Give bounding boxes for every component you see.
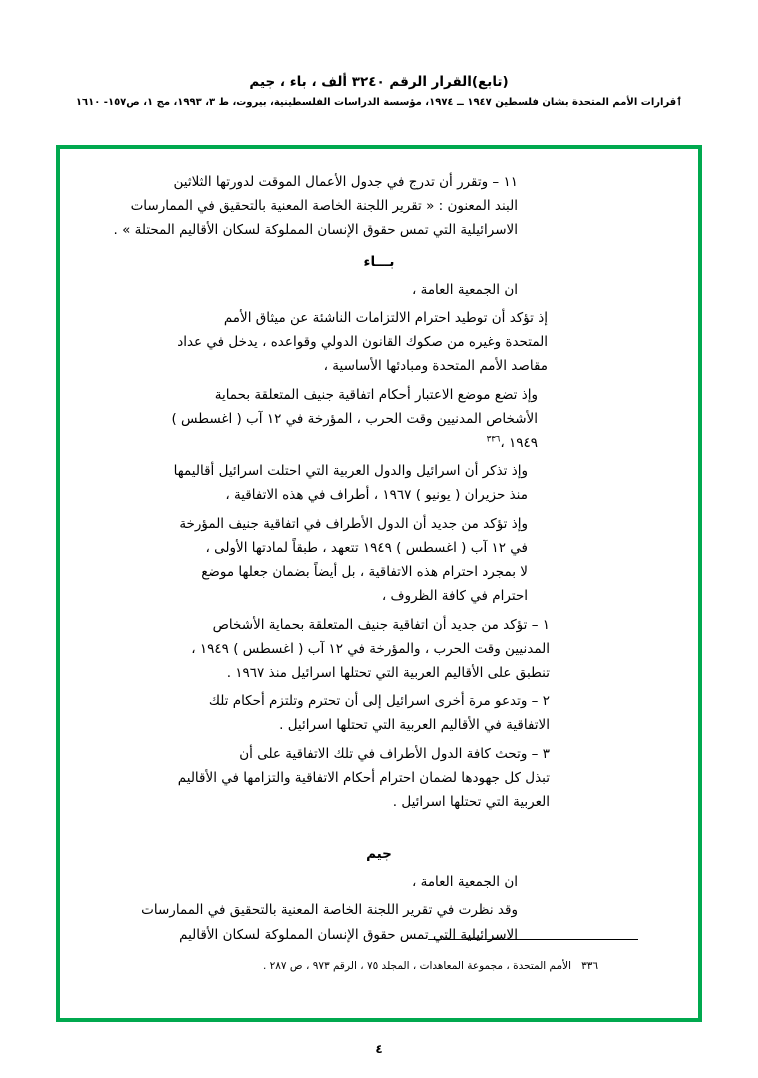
line: المتحدة وغيره من صكوك القانون الدولي وقواعده ، يدخل في عداد bbox=[177, 334, 548, 351]
line: ان الجمعية العامة ، bbox=[411, 874, 518, 891]
line: احترام في كافة الظروف ، bbox=[381, 588, 528, 605]
line: ١ – تؤكد من جديد أن اتفاقية جنيف المتعلقة بحماية الأشخاص bbox=[212, 616, 550, 633]
text-block-num-1 bbox=[90, 614, 668, 686]
line: ان الجمعية العامة ، bbox=[411, 281, 518, 298]
page-header bbox=[0, 0, 758, 108]
line: تبذل كل جهودها لضمان احترام أحكام الاتفاقية والتزامها في الأقاليم bbox=[177, 769, 550, 786]
line: الاتفاقية في الأقاليم العربية التي تحتلها اسرائيل . bbox=[279, 717, 550, 734]
line: وإذ تذكر أن اسرائيل والدول العربية التي احتلت اسرائيل أقاليمها bbox=[173, 463, 528, 480]
footnote-separator bbox=[428, 939, 638, 940]
line: الاسرائيلية التي تمس حقوق الإنسان المملوكة لسكان الأقاليم bbox=[179, 926, 518, 943]
page-number: ٤ bbox=[375, 1042, 383, 1056]
section-label-baa: بـــاء bbox=[363, 253, 395, 270]
text-block-para-3 bbox=[90, 460, 668, 507]
footnote-marker: ٣٣٦ bbox=[486, 434, 501, 445]
text-block-item-11 bbox=[90, 171, 668, 243]
line: الأشخاص المدنيين وقت الحرب ، المؤرخة في ١٢ آب ( اغسطس ) bbox=[171, 410, 538, 427]
line: المدنيين وقت الحرب ، والمؤرخة في ١٢ آب ( اغسطس ) ١٩٤٩ ، bbox=[191, 640, 550, 657]
text-block-para-2 bbox=[90, 384, 668, 456]
line bbox=[90, 432, 668, 455]
line: تنطبق على الأقاليم العربية التي تحتلها اسرائيل منذ ١٩٦٧ . bbox=[226, 664, 550, 681]
text-block-assembly-1 bbox=[90, 279, 668, 302]
document-title: (تابع)القرار الرقم ٣٢٤٠ ألف ، باء ، جيم bbox=[249, 74, 509, 90]
document-body bbox=[90, 171, 668, 998]
green-border-frame bbox=[56, 145, 702, 1022]
text-block-para-4 bbox=[90, 513, 668, 609]
document-source-citation: ٲقرارات الأمم المتحدة بشان فلسطين ١٩٤٧ ــ ١٩٧٤، مؤسسة الدراسات الفلسطينية، بيروت، ط ٣، ١٩٩٣، مج ١، ص١٥٧- ١٦١٠ bbox=[75, 97, 683, 108]
spacer bbox=[90, 819, 668, 835]
line: ٣ – وتحث كافة الدول الأطراف في تلك الاتفاقية على أن bbox=[239, 745, 550, 762]
line: وقد نظرت في تقرير اللجنة الخاصة المعنية بالتحقيق في الممارسات bbox=[141, 902, 518, 919]
text-block-num-3 bbox=[90, 743, 668, 815]
line: في ١٢ آب ( اغسطس ) ١٩٤٩ تتعهد ، طبقاً لمادتها الأولى ، bbox=[205, 539, 528, 556]
line: إذ تؤكد أن توطيد احترام الالتزامات الناشئة عن ميثاق الأمم bbox=[223, 309, 548, 326]
line-text: ١٩٤٩ ، bbox=[500, 434, 538, 451]
footnote bbox=[120, 960, 638, 972]
line: ١١ – وتقرر أن تدرج في جدول الأعمال الموقت لدورتها الثلاثين bbox=[173, 174, 518, 190]
text-block-assembly-2 bbox=[90, 871, 668, 894]
footnote-text: الأمم المتحدة ، مجموعة المعاهدات ، المجلد ٧٥ ، الرقم ٩٧٣ ، ص ٢٨٧ . bbox=[262, 960, 572, 972]
section-label-jeem: جيم bbox=[366, 846, 392, 863]
line: الاسرائيلية التي تمس حقوق الإنسان المملوكة لسكان الأقاليم المحتلة » . bbox=[113, 222, 518, 239]
line: وإذ تضع موضع الاعتبار أحكام اتفاقية جنيف المتعلقة بحماية bbox=[214, 386, 538, 403]
line: مقاصد الأمم المتحدة ومبادئها الأساسية ، bbox=[323, 358, 548, 375]
footnote-number: ٣٣٦ bbox=[581, 960, 598, 972]
line: ٢ – وتدعو مرة أخرى اسرائيل إلى أن تحترم وتلتزم أحكام تلك bbox=[208, 693, 550, 710]
text-block-para-1 bbox=[90, 307, 668, 379]
line: منذ حزيران ( يونيو ) ١٩٦٧ ، أطراف في هذه الاتفاقية ، bbox=[225, 487, 528, 504]
line: لا بمجرد احترام هذه الاتفاقية ، بل أيضاً بضمان جعلها موضع bbox=[201, 564, 528, 581]
line: وإذ تؤكد من جديد أن الدول الأطراف في اتفاقية جنيف المؤرخة bbox=[179, 515, 528, 532]
text-block-num-2 bbox=[90, 690, 668, 737]
line: البند المعنون : « تقرير اللجنة الخاصة المعنية بالتحقيق في الممارسات bbox=[130, 198, 518, 215]
line: العربية التي تحتلها اسرائيل . bbox=[392, 794, 550, 811]
